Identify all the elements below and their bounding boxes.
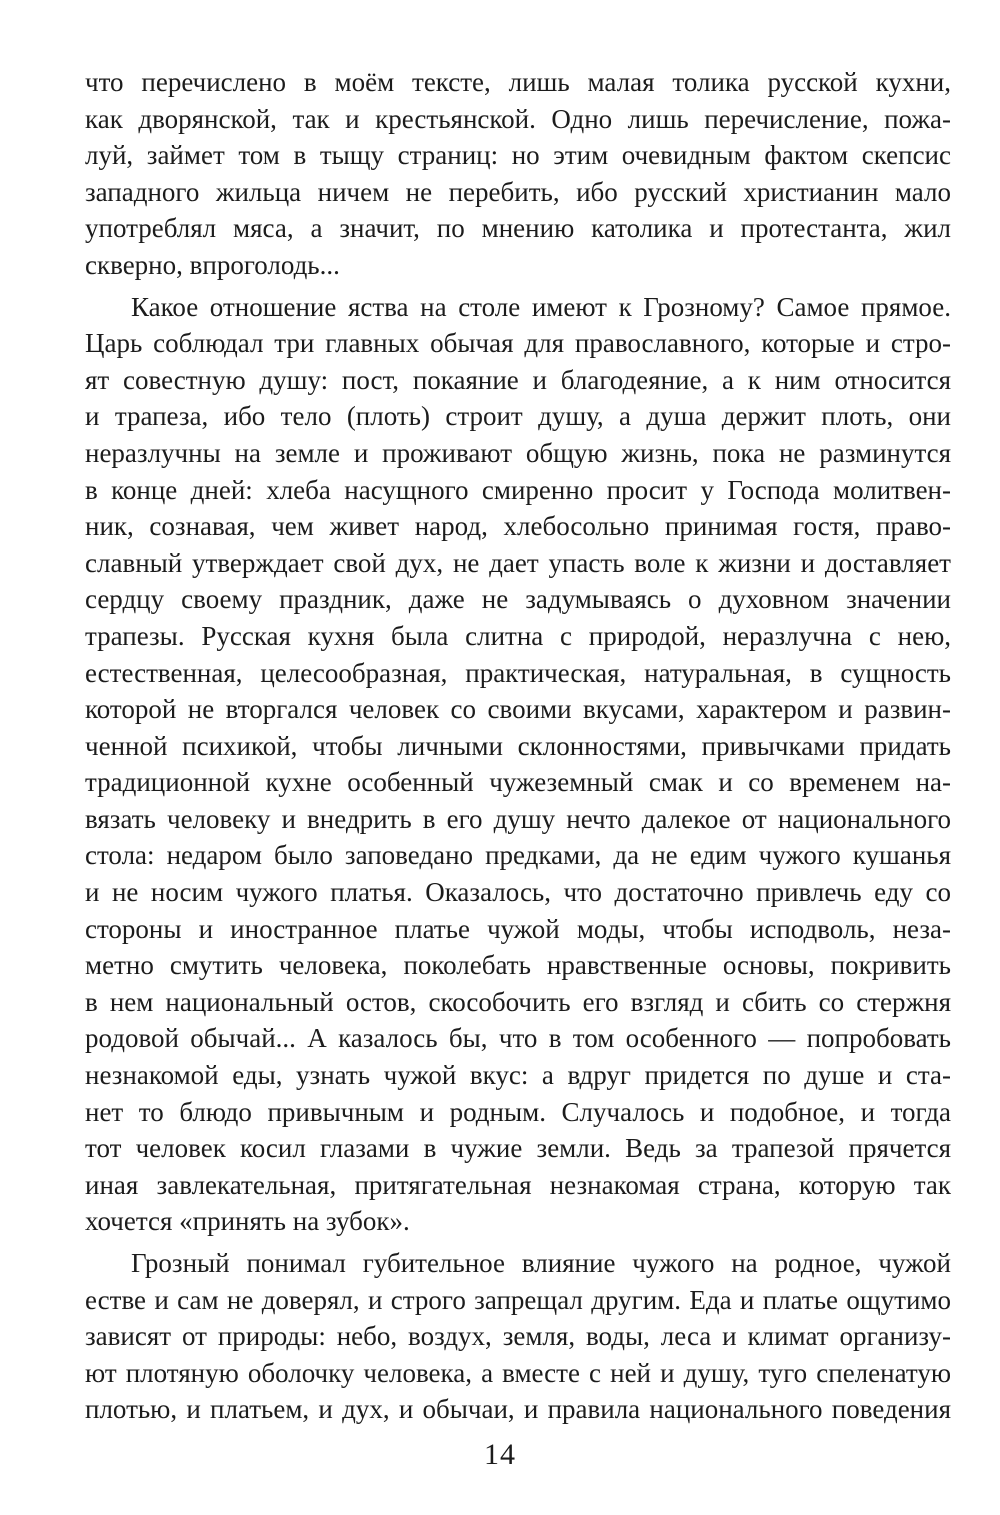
text-line: ник, сознавая, чем живет народ, хлебосольно принимая гостя, право- xyxy=(85,511,951,542)
text-line: западного жильца ничем не перебить, ибо русский христианин мало xyxy=(85,176,951,207)
text-line: неразлучны на земле и проживают общую жизнь, пока не разминутся xyxy=(85,437,951,468)
text-line: ют плотяную оболочку человека, а вместе с ней и душу, туго спеленатую xyxy=(85,1357,951,1388)
text-line: сердцу своему праздник, даже не задумываясь о духовном значении xyxy=(85,584,951,615)
text-line: что перечислено в моём тексте, лишь малая толика русской кухни, xyxy=(85,67,951,97)
text-line: ченной психикой, чтобы личными склонностями, привычками придать xyxy=(85,730,951,761)
text-line: трапезы. Русская кухня была слитна с природой, неразлучна с нею, xyxy=(85,620,951,651)
text-line: родовой обычай... А казалось бы, что в том особенного — попробовать xyxy=(85,1023,951,1054)
text-line: ят совестную душу: пост, покаяние и благодеяние, а к ним относится xyxy=(85,364,951,395)
text-line: скверно, впроголодь... xyxy=(85,249,340,280)
text-line: стороны и иностранное платье чужой моды, чтобы исподволь, неза- xyxy=(85,913,951,944)
paragraph xyxy=(85,289,951,1240)
text-line: Царь соблюдал три главных обычая для православного, которые и стро- xyxy=(85,328,951,359)
text-line: иная завлекательная, притягательная незнакомая страна, которую так xyxy=(85,1169,951,1200)
text-line: традиционной кухне особенный чужеземный смак и со временем на- xyxy=(85,767,951,798)
text-line: плотью, и платьем, и дух, и обычаи, и правила национального поведения xyxy=(85,1394,951,1425)
page-body xyxy=(85,64,951,1428)
page-number: 14 xyxy=(484,1438,516,1471)
text-line: которой не вторгался человек со своими вкусами, характером и развин- xyxy=(85,694,951,725)
text-line: Какое отношение яства на столе имеют к Грозному? Самое прямое. xyxy=(131,291,951,322)
text-line: естественная, целесообразная, практическая, натуральная, в сущность xyxy=(85,657,951,688)
text-line: луй, займет том в тыщу страниц: но этим очевидным фактом скепсис xyxy=(85,140,951,171)
text-line: хочется «принять на зубок». xyxy=(85,1206,410,1237)
text-line: в нем национальный остов, скособочить его взгляд и сбить со стержня xyxy=(85,986,951,1017)
text-line: и не носим чужого платья. Оказалось, что достаточно привлечь еду со xyxy=(85,877,951,908)
text-line: как дворянской, так и крестьянской. Одно лишь перечисление, пожа- xyxy=(85,103,951,134)
paragraph xyxy=(85,1245,951,1428)
paragraph xyxy=(85,64,951,284)
text-line: в конце дней: хлеба насущного смиренно просит у Господа молитвен- xyxy=(85,474,951,505)
text-line: тот человек косил глазами в чужие земли. Ведь за трапезой прячется xyxy=(85,1133,951,1164)
text-line: естве и сам не доверял, и строго запрещал другим. Еда и платье ощутимо xyxy=(85,1284,951,1315)
text-line: незнакомой еды, узнать чужой вкус: а вдруг придется по душе и ста- xyxy=(85,1060,951,1091)
text-line: славный утверждает свой дух, не дает упасть воле к жизни и доставляет xyxy=(85,547,951,578)
text-line: и трапеза, ибо тело (плоть) строит душу, а душа держит плоть, они xyxy=(85,401,951,432)
text-line: стола: недаром было заповедано предками, да не едим чужого кушанья xyxy=(85,840,951,871)
text-line: зависят от природы: небо, воздух, земля, воды, леса и климат организу- xyxy=(85,1321,951,1352)
text-line: нет то блюдо привычным и родным. Случалось и подобное, и тогда xyxy=(85,1096,951,1127)
text-line: вязать человеку и внедрить в его душу нечто далекое от национального xyxy=(85,803,951,834)
text-line: употреблял мяса, а значит, по мнению католика и протестанта, жил xyxy=(85,213,951,244)
text-line: метно смутить человека, поколебать нравственные основы, покривить xyxy=(85,950,951,981)
text-line: Грозный понимал губительное влияние чужого на родное, чужой xyxy=(131,1248,951,1278)
